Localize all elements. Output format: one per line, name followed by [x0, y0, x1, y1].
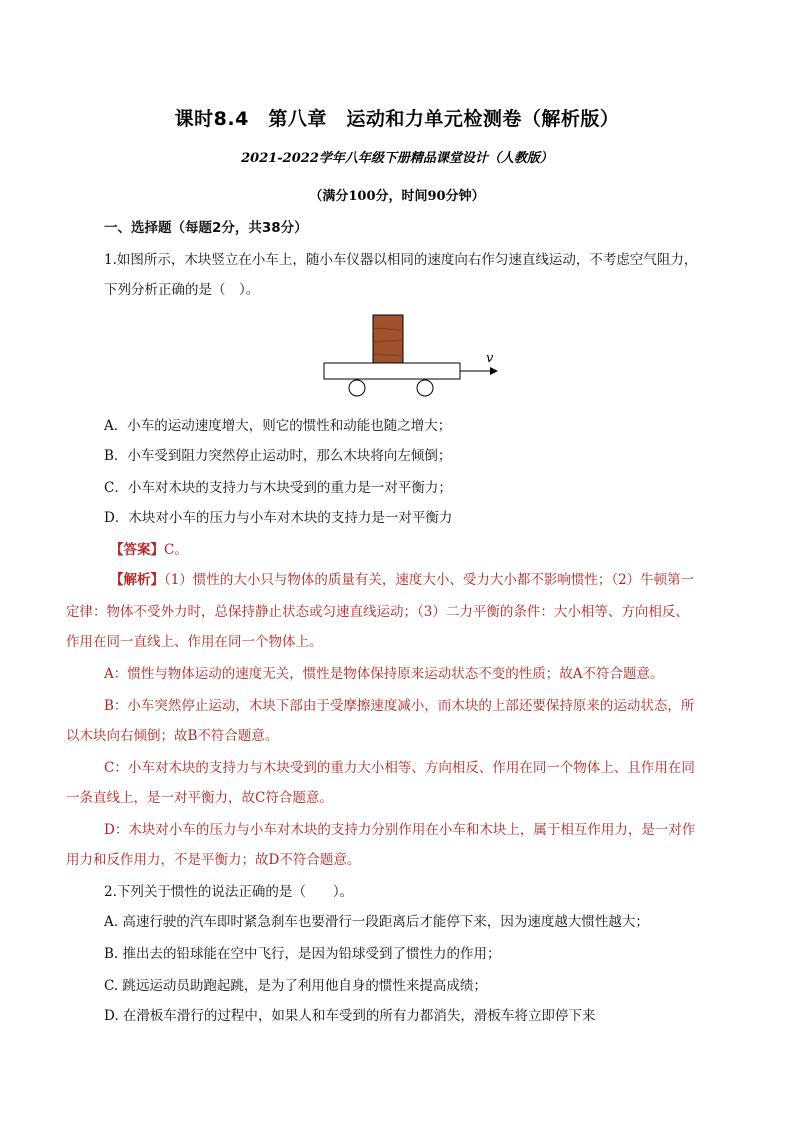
analysis-tag: 【解析】 [110, 572, 164, 588]
page-title: 课时8.4 第八章 运动和力单元检测卷（解析版） [174, 108, 620, 130]
q1-explain-d2: 用力和反作用力，不是平衡力；故D不符合题意。 [66, 852, 361, 868]
cart-block-figure [320, 310, 510, 402]
q1-option-c: C．小车对木块的支持力与木块受到的重力是一对平衡力； [104, 480, 452, 496]
q1-stem-line2: 下列分析正确的是（ ）。 [104, 282, 260, 298]
cart-wheel-right [417, 380, 433, 396]
page-subtitle: 2021-2022学年八年级下册精品课堂设计（人教版） [241, 151, 553, 166]
answer-value: C。 [164, 542, 188, 558]
q1-option-b: B．小车受到阻力突然停止运动时，那么木块将向左倾倒； [104, 448, 452, 464]
answer-tag: 【答案】 [110, 542, 164, 558]
q2-option-d: D. 在滑板车滑行的过程中，如果人和车受到的所有力都消失，滑板车将立即停下来 [104, 1008, 596, 1024]
q1-answer [110, 540, 730, 560]
q1-explain-a: A：惯性与物体运动的速度无关，惯性是物体保持原来运动状态不变的性质；故A不符合题意。 [104, 666, 664, 682]
q1-option-d: D．木块对小车的压力与小车对木块的支持力是一对平衡力 [104, 510, 453, 526]
q1-analysis-line2: 定律：物体不受外力时，总保持静止状态或匀速直线运动；（3）二力平衡的条件：大小相等、方向相反、 [66, 604, 689, 620]
score-info: （满分100分，时间90分钟） [309, 189, 485, 204]
cart-body [324, 363, 460, 379]
section-heading: 一、选择题（每题2分，共38分） [104, 220, 308, 236]
q1-explain-d1: D：木块对小车的压力与小车对木块的支持力分别作用在小车和木块上，属于相互作用力，是一对作 [104, 822, 696, 838]
q1-explain-c1: C：小车对木块的支持力与木块受到的重力大小相等、方向相反、作用在同一个物体上、且作用在同 [104, 760, 695, 776]
q1-stem-line1: 1.如图所示，木块竖立在小车上，随小车仪器以相同的速度向右作匀速直线运动，不考虑空气阻力， [104, 252, 698, 268]
q2-option-c: C. 跳远运动员助跑起跳，是为了利用他自身的惯性来提高成绩； [104, 978, 487, 994]
velocity-label: v [486, 351, 494, 366]
q1-explain-b2: 以木块向右倾倒；故B不符合题意。 [66, 728, 279, 744]
q1-option-a: A．小车的运动速度增大，则它的惯性和动能也随之增大； [104, 418, 452, 434]
cart-wheel-left [349, 380, 365, 396]
q1-explain-c2: 一条直线上，是一对平衡力，故C符合题意。 [66, 790, 333, 806]
q1-explain-b1: B：小车突然停止运动，木块下部由于受摩擦速度减小，而木块的上部还要保持原来的运动状态，所 [104, 698, 695, 714]
q2-option-b: B. 推出去的铅球能在空中飞行，是因为铅球受到了惯性力的作用； [104, 946, 501, 962]
q1-analysis-line3: 作用在同一直线上、作用在同一个物体上。 [66, 634, 323, 650]
q2-stem: 2.下列关于惯性的说法正确的是（ ）。 [104, 884, 354, 900]
q1-analysis-line1: 【解析】（1）惯性的大小只与物体的质量有关，速度大小、受力大小都不影响惯性；（2）牛顿第一 [110, 572, 695, 588]
q2-option-a: A. 高速行驶的汽车即时紧急刹车也要滑行一段距离后才能停下来，因为速度越大惯性越大； [104, 914, 649, 930]
